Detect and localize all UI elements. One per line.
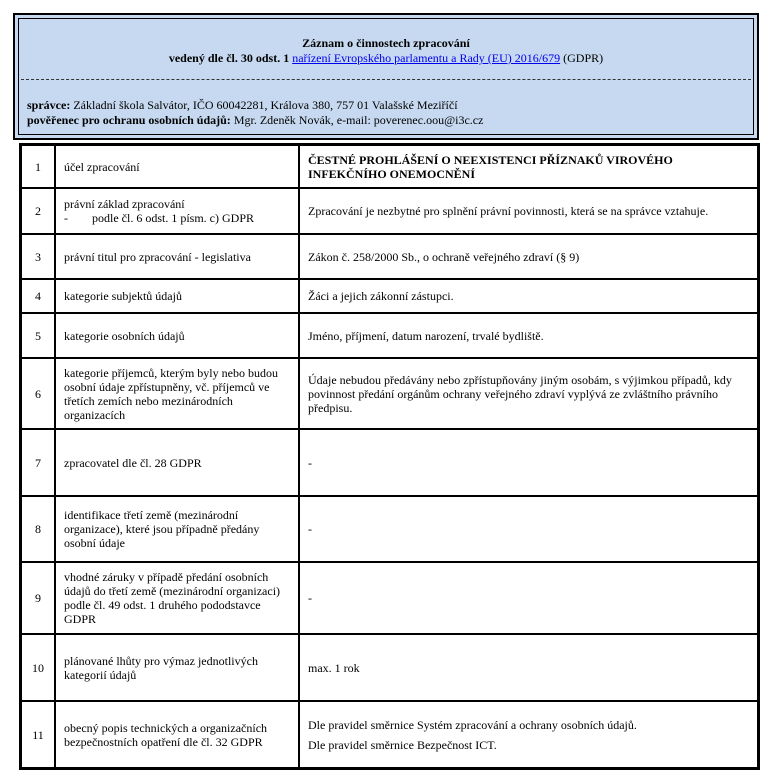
table-row (21, 496, 758, 562)
table-row (21, 313, 758, 358)
row-label: plánované lhůty pro výmaz jednotlivých kategorií údajů (55, 634, 299, 701)
table-row (21, 562, 758, 634)
sub-item-text: podle čl. 6 odst. 1 písm. c) GDPR (92, 211, 254, 225)
title-prefix: vedený dle čl. 30 odst. 1 (168, 51, 290, 65)
row-number: 4 (21, 279, 55, 313)
table-row (21, 429, 758, 496)
row-label (55, 188, 299, 234)
controller-value: Základní škola Salvátor, IČO 60042281, Králova 380, 757 01 Valašské Meziříčí (73, 98, 458, 112)
table-row (21, 701, 758, 768)
row-value: ČESTNÉ PROHLÁŠENÍ O NEEXISTENCI PŘÍZNAKŮ VIROVÉHO INFEKČNÍHO ONEMOCNĚNÍ (299, 145, 758, 188)
label-main: právní základ zpracování (64, 197, 185, 211)
row-label: identifikace třetí země (mezinárodní organizace), které jsou případně předány osobní údaje (55, 496, 299, 562)
row-number: 5 (21, 313, 55, 358)
title-line-1: Záznam o činnostech zpracování (302, 36, 470, 50)
row-number: 11 (21, 701, 55, 768)
table-row (21, 188, 758, 234)
table-row (21, 634, 758, 701)
row-value: - (299, 429, 758, 496)
row-value: Zpracování je nezbytné pro splnění právní povinnosti, která se na správce vztahuje. (299, 188, 758, 234)
document-header (13, 13, 759, 140)
row-label: vhodné záruky v případě předání osobních údajů do třetí země (mezinárodní organizaci) podle čl. 49 odst. 1 druhého pododstavce GDPR (55, 562, 299, 634)
row-value: - (299, 562, 758, 634)
row-label: účel zpracování (55, 145, 299, 188)
document-title (19, 36, 753, 66)
records-table (19, 143, 760, 770)
dpo-line (27, 113, 483, 128)
row-number: 3 (21, 234, 55, 279)
row-value: Žáci a jejich zákonní zástupci. (299, 279, 758, 313)
row-value: Zákon č. 258/2000 Sb., o ochraně veřejného zdraví (§ 9) (299, 234, 758, 279)
table-row (21, 358, 758, 429)
table-row (21, 279, 758, 313)
controller-label: správce: (27, 98, 71, 112)
dpo-label: pověřenec pro ochranu osobních údajů: (27, 113, 231, 127)
row-number: 2 (21, 188, 55, 234)
row-label: kategorie osobních údajů (55, 313, 299, 358)
controller-line (27, 98, 483, 113)
value-line-1: Dle pravidel směrnice Systém zpracování a ochrany osobních údajů. (308, 717, 637, 732)
table-row (21, 234, 758, 279)
header-inner-frame (18, 18, 754, 135)
title-suffix: (GDPR) (563, 51, 604, 65)
label-sub-item (64, 211, 290, 225)
value-line-2: Dle pravidel směrnice Bezpečnost ICT. (308, 737, 497, 752)
row-number: 7 (21, 429, 55, 496)
controller-info (27, 98, 483, 128)
row-value: max. 1 rok (299, 634, 758, 701)
row-label: kategorie subjektů údajů (55, 279, 299, 313)
sub-item-dash: - (64, 211, 68, 225)
table-row (21, 145, 758, 188)
row-label: zpracovatel dle čl. 28 GDPR (55, 429, 299, 496)
row-label: obecný popis technických a organizačních bezpečnostních opatření dle čl. 32 GDPR (55, 701, 299, 768)
row-label: právní titul pro zpracování - legislativa (55, 234, 299, 279)
row-number: 10 (21, 634, 55, 701)
row-value: - (299, 496, 758, 562)
header-divider (21, 79, 751, 80)
row-value (299, 701, 758, 768)
row-value: Údaje nebudou předávány nebo zpřístupňovány jiným osobám, s výjimkou případů, kdy povinnost předání orgánům ochrany veřejného zdraví vyplývá ze zvláštního právního předpisu. (299, 358, 758, 429)
row-label: kategorie příjemců, kterým byly nebo budou osobní údaje zpřístupněny, vč. příjemců ve třetích zemích nebo mezinárodních organizacích (55, 358, 299, 429)
regulation-link[interactable]: nařízení Evropského parlamentu a Rady (EU) 2016/679 (292, 51, 561, 65)
row-number: 8 (21, 496, 55, 562)
row-number: 6 (21, 358, 55, 429)
row-number: 1 (21, 145, 55, 188)
title-line-2 (19, 51, 753, 66)
row-value: Jméno, příjmení, datum narození, trvalé bydliště. (299, 313, 758, 358)
dpo-value: Mgr. Zdeněk Novák, e-mail: poverenec.oou@i3c.cz (233, 113, 484, 127)
row-number: 9 (21, 562, 55, 634)
